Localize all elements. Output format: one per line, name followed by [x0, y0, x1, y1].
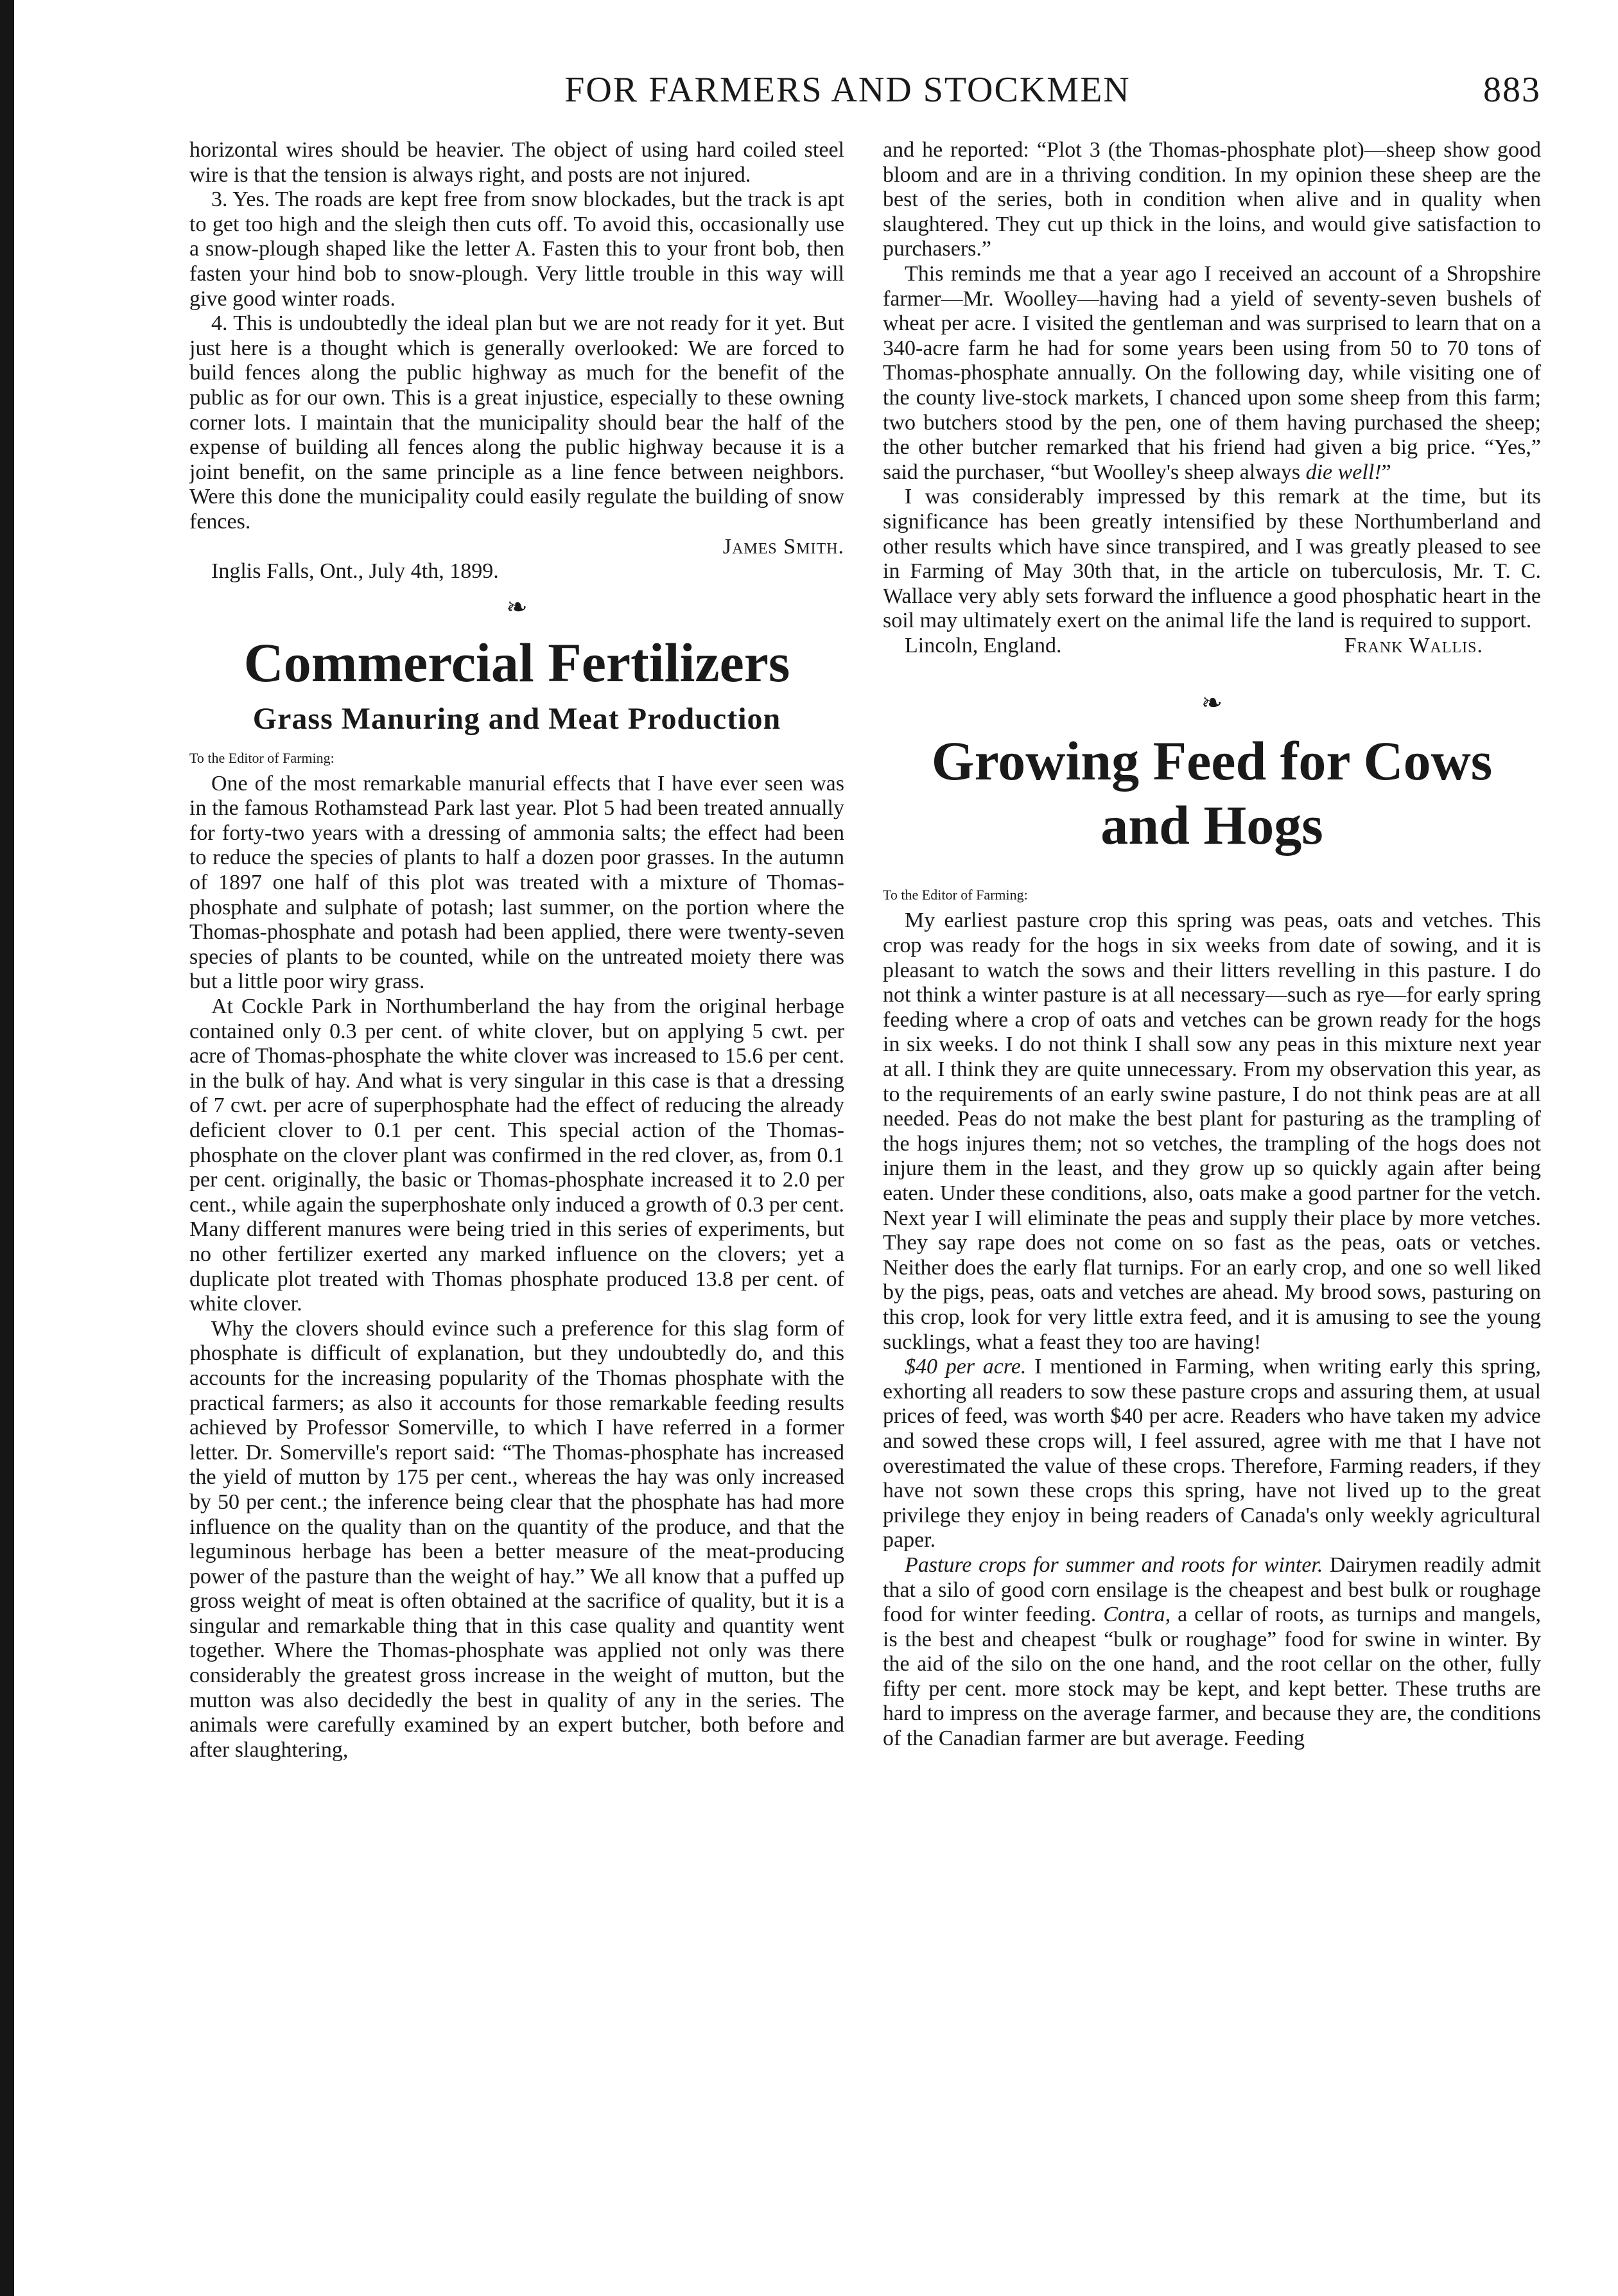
- running-title: FOR FARMERS AND STOCKMEN: [564, 70, 1131, 110]
- paragraph: and he reported: “Plot 3 (the Thomas-phosphate plot)—sheep show good bloom and are in a thriving condition. In my opinion these sheep are the best of the series, both in condition when alive and in quality when slaughtered. They cut up thick in the loins, and would give satisfaction to purchasers.”: [883, 138, 1541, 261]
- paragraph: I was considerably impressed by this remark at the time, but its significance has been greatly intensified by these Northumberland and other results which have since transpired, and I was greatly pleased to see in Farming of May 30th that, in the article on tuberculosis, Mr. T. C. Wallace very ably sets forward the influence a good phosphatic heart in the soil may ultimately exert on the animal life the land is required to support.: [883, 485, 1541, 633]
- paragraph-text: I mentioned in Farming, when writing early this spring, exhorting all readers to sow these pasture crops and assuring them, at usual prices of feed, was worth $40 per acre. Readers who have taken my advice and sowed these crops will, I feel assured, agree with me that I have not overestimated the value of these crops. Therefore, Farming readers, if they have not sown these crops this spring, have not lived up to the great privilege they enjoy in being readers of Canada's only weekly agricultural paper.: [883, 1355, 1541, 1552]
- ornament-icon: ❧: [1201, 688, 1223, 718]
- page-number: 883: [1483, 70, 1541, 110]
- paragraph: [883, 262, 1541, 485]
- paragraph: [883, 1355, 1541, 1553]
- signature-line: [883, 634, 1541, 659]
- signature-line: [189, 535, 844, 560]
- paragraph: My earliest pasture crop this spring was peas, oats and vetches. This crop was ready for the hogs in six weeks from date of sowing, and it is pleasant to watch the sows and their litters revelling in this pasture. I do not think a winter pasture is at all necessary—such as rye—for early spring feeding where a crop of oats and vetches can be grown ready for the hogs in six weeks. I do not think I shall sow any peas in this mixture next year at all. I think they are quite unnecessary. From my observation this year, as to the requirements of an early swine pasture, I do not think peas are at all needed. Peas do not make the best plant for pasturing as the trampling of the hogs injures them; not so vetches, the trampling of the hogs does not injure them in the least, and they grow up so quickly again after being eaten. Under these conditions, also, oats make a good partner for the vetch. Next year I will eliminate the peas and supply their place by more vetches. They say rape does not come on so fast as the peas, oats or vetches. Neither does the early flat turnips. For an early crop, and one so well liked by the pigs, peas, oats and vetches are ahead. My brood sows, pasturing on this crop, look for very little extra feed, and it is amusing to see the young sucklings, what a feast they too are having!: [883, 909, 1541, 1354]
- article-subtitle: Grass Manuring and Meat Production: [252, 701, 781, 736]
- ornament-icon: ❧: [506, 592, 528, 622]
- article-title: Growing Feed for Cows and Hogs: [931, 730, 1493, 857]
- paragraph-text: This reminds me that a year ago I received an account of a Shropshire farmer—Mr. Woolley—having had a yield of seventy-seven bushels of wheat per acre. I visited the gentleman and was surprised to learn that on a 340-acre farm he had for some years been using from 50 to 70 tons of Thomas-phosphate annually. On the following day, while visiting one of the county live-stock markets, I chanced upon some sheep from this farm; two butchers stood by the pen, one of them having purchased the sheep; the other butcher remarked that his friend had given a big price. “Yes,” said the purchaser, “but Woolley's sheep always: [883, 261, 1541, 484]
- paragraph: 4. This is undoubtedly the ideal plan but we are not ready for it yet. But just here is a thought which is generally overlooked: We are forced to build fences along the public highway as much for the benefit of the public as for our own. This is a great injustice, especially to these owning corner lots. I maintain that the municipality should bear the half of the expense of building all fences along the public highway because it is a joint benefit, on the same principle as a line fence between neighbors. Were this done the municipality could easily regulate the building of snow fences.: [189, 311, 844, 534]
- right-column: [883, 138, 1541, 2270]
- italic-phrase: die well!: [1305, 460, 1382, 484]
- italic-lead: $40 per acre.: [905, 1355, 1027, 1379]
- paragraph: horizontal wires should be heavier. The object of using hard coiled steel wire is that the tension is always right, and posts are not injured.: [189, 138, 844, 187]
- paragraph: At Cockle Park in Northumberland the hay from the original herbage contained only 0.3 per cent. of white clover, but on applying 5 cwt. per acre of Thomas-phosphate the white clover was increased to 15.6 per cent. in the bulk of hay. And what is very singular in this case is that a dressing of 7 cwt. per acre of superphosphate had the effect of reducing the already deficient clover to 0.1 per cent. This special action of the Thomas-phosphate on the clover plant was confirmed in the red clover, as, from 0.1 per cent. originally, the basic or Thomas-phosphate increased it to 2.0 per cent., while again the superphoshate only induced a growth of 0.3 per cent. Many different manures were being tried in this series of experiments, but no other fertilizer exerted any marked influence on the clovers; yet a duplicate plot treated with Thomas phosphate produced 13.8 per cent. of white clover.: [189, 995, 844, 1316]
- paragraph: 3. Yes. The roads are kept free from snow blockades, but the track is apt to get too high and the sleigh then cuts off. To avoid this, occasionally use a snow-plough shaped like the letter A. Fasten this to your front bob, then fasten your hind bob to snow-plough. Very little trouble in this way will give good winter roads.: [189, 187, 844, 311]
- italic-lead: Pasture crops for summer and roots for winter.: [905, 1552, 1323, 1577]
- author-name: James Smith.: [722, 534, 844, 559]
- author-name: Frank Wallis.: [1344, 633, 1483, 657]
- salutation: To the Editor of Farming:: [883, 887, 1028, 903]
- paragraph: [883, 1553, 1541, 1752]
- paragraph-text: Dairymen readily admit that a silo of good corn ensilage is the cheapest and best bulk or roughage food for winter feeding.: [883, 1552, 1541, 1627]
- dateline: Inglis Falls, Ont., July 4th, 1899.: [211, 559, 499, 584]
- article-title: Commercial Fertilizers: [243, 631, 790, 693]
- closing-quote: ”: [1381, 460, 1391, 484]
- paragraph: One of the most remarkable manurial effects that I have ever seen was in the famous Rothamstead Park last year. Plot 5 had been treated annually for forty-two years with a dressing of ammonia salts; the effect had been to reduce the species of plants to half a dozen poor grasses. In the autumn of 1897 one half of this plot was treated with a mixture of Thomas-phosphate and sulphate of potash; last summer, on the portion where the Thomas-phosphate and potash had been applied, there were twenty-seven species of plants to be counted, while on the untreated moiety there was but a little poor wiry grass.: [189, 771, 844, 994]
- salutation: To the Editor of Farming:: [189, 749, 335, 766]
- scan-edge-bar: [0, 0, 14, 2296]
- paragraph-text: a cellar of roots, as turnips and mangels, is the best and cheapest “bulk or roughage” food for swine in winter. By the aid of the silo on the one hand, and the root cellar on the other, fully fifty per cent. more stock may be kept, and kept better. These truths are hard to impress on the average farmer, and because they are, the conditions of the Canadian farmer are but average. Feeding: [883, 1603, 1541, 1751]
- left-column: [189, 138, 844, 2270]
- page-header: [154, 64, 1541, 122]
- italic-word: Contra,: [1103, 1603, 1171, 1627]
- paragraph: Why the clovers should evince such a preference for this slag form of phosphate is difficult of explanation, but they undoubtedly do, and this accounts for the increasing popularity of the Thomas phosphate with the practical farmers; as also it accounts for those remarkable feeding results achieved by Professor Somerville, to which I have referred in a former letter. Dr. Somerville's report said: “The Thomas-phosphate has increased the yield of mutton by 175 per cent., whereas the hay was only increased by 50 per cent.; the inference being clear that the phosphate has had more influence on the quality than on the quantity of the produce, and that the leguminous herbage has been a better measure of the meat-producing power of the pasture than the weight of hay.” We all know that a puffed up gross weight of meat is often obtained at the sacrifice of quality, but it is a singular and remarkable thing that in this case quality and quantity went together. Where the Thomas-phosphate was applied not only was there considerably the greatest gross increase in the weight of mutton, but the mutton was also decidedly the best in quality of any in the series. The animals were carefully examined by an expert butcher, both before and after slaughtering,: [189, 1316, 844, 1762]
- author-place: Lincoln, England.: [905, 633, 1062, 657]
